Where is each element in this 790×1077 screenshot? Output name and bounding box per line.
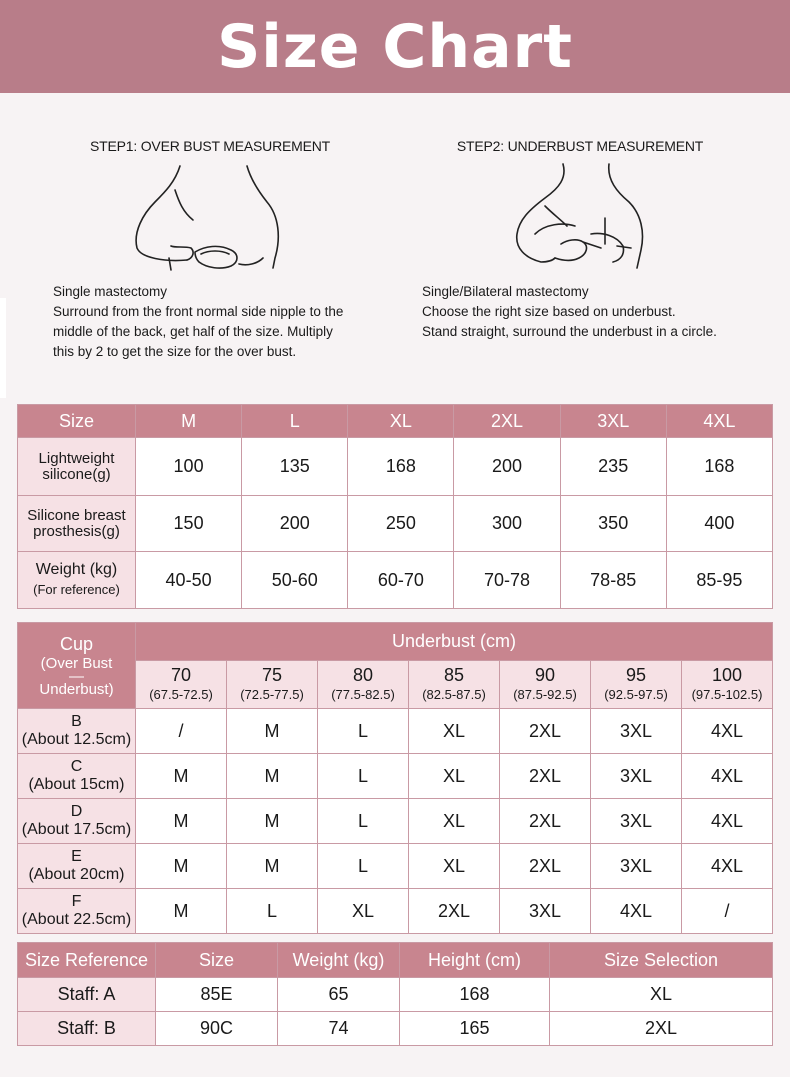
reference-header-cell: Weight (kg): [278, 943, 400, 978]
cup-letter: B: [71, 713, 82, 730]
row-label: [18, 496, 136, 552]
underbust-range: (97.5-102.5): [691, 686, 763, 702]
table-cell: 3XL: [591, 799, 682, 844]
table-row: [18, 552, 773, 609]
step2-title: STEP2: UNDERBUST MEASUREMENT: [456, 138, 704, 154]
table-cell: L: [318, 709, 409, 754]
step1-line: middle of the back, get half of the size. Multiply: [53, 324, 333, 339]
table-cell: M: [136, 889, 227, 934]
underbust-size-cell: [227, 661, 318, 709]
underbust-size-cell: [500, 661, 591, 709]
row-label-line: silicone(g): [42, 465, 111, 483]
cup-label: [18, 709, 136, 754]
cup-letter: D: [70, 803, 83, 820]
table-cell: 250: [348, 496, 454, 552]
table-cell: 2XL: [500, 844, 591, 889]
table-cell: 74: [278, 1012, 400, 1046]
underbust-size: 100: [711, 664, 743, 685]
cup-underbust-table: [17, 622, 773, 934]
cup-header-title: Cup: [59, 633, 94, 654]
step1-line: Single mastectomy: [53, 284, 168, 299]
underbust-size-cell: [682, 661, 773, 709]
table-cell: 200: [454, 438, 560, 496]
table-row: [18, 889, 773, 934]
cup-header-cell: [18, 623, 136, 709]
cup-letter: E: [71, 848, 82, 865]
table-cell: L: [318, 754, 409, 799]
table-cell: M: [227, 754, 318, 799]
table-cell: M: [136, 799, 227, 844]
table-cell: XL: [409, 709, 500, 754]
table-cell: 40-50: [136, 552, 242, 609]
underbust-range: (72.5-77.5): [240, 686, 304, 702]
underbust-figure-icon: [505, 162, 655, 272]
table-row: [18, 754, 773, 799]
underbust-size-cell: [409, 661, 500, 709]
edge-marker: [0, 298, 6, 398]
table-cell: 3XL: [500, 889, 591, 934]
row-label-line: Lightweight: [38, 449, 115, 467]
table-cell: 70-78: [454, 552, 560, 609]
table-cell: 2XL: [500, 799, 591, 844]
cup-label: [18, 754, 136, 799]
table-cell: 90C: [156, 1012, 278, 1046]
table-cell: 2XL: [500, 754, 591, 799]
table-cell: 50-60: [242, 552, 348, 609]
reference-header-cell: Height (cm): [400, 943, 550, 978]
table-row: [18, 844, 773, 889]
size-header-cell: XL: [348, 405, 454, 438]
cup-label: [18, 844, 136, 889]
underbust-size: 75: [261, 664, 283, 685]
size-header-cell: 3XL: [560, 405, 666, 438]
table-cell: 135: [242, 438, 348, 496]
row-label: [18, 552, 136, 609]
table-cell: M: [136, 844, 227, 889]
cup-letter: F: [71, 893, 82, 910]
table-cell: 168: [666, 438, 772, 496]
cup-about: (About 15cm): [28, 776, 125, 793]
table-cell: 350: [560, 496, 666, 552]
table-cell: 100: [136, 438, 242, 496]
table-cell: XL: [409, 844, 500, 889]
table-cell: 300: [454, 496, 560, 552]
staff-label: Staff: A: [18, 978, 156, 1012]
table-row: [18, 709, 773, 754]
step2-section: [400, 138, 760, 272]
underbust-size: 90: [534, 664, 556, 685]
table-cell: 60-70: [348, 552, 454, 609]
row-label-line: (For reference): [33, 582, 120, 597]
table-cell: 4XL: [682, 844, 773, 889]
table-cell: 165: [400, 1012, 550, 1046]
table-cell: XL: [409, 799, 500, 844]
step1-line: this by 2 to get the size for the over bust.: [53, 344, 297, 359]
underbust-range: (77.5-82.5): [331, 686, 395, 702]
step2-line: Single/Bilateral mastectomy: [422, 284, 589, 299]
table-cell: 4XL: [682, 709, 773, 754]
underbust-size-cell: [318, 661, 409, 709]
cup-about: (About 22.5cm): [21, 911, 132, 928]
row-label: [18, 438, 136, 496]
table-cell: 400: [666, 496, 772, 552]
table-cell: 4XL: [591, 889, 682, 934]
size-header-cell: 2XL: [454, 405, 560, 438]
table-cell: 235: [560, 438, 666, 496]
table-cell: L: [227, 889, 318, 934]
reference-header-cell: Size Reference: [18, 943, 156, 978]
cup-header-sub: (Over Bust: [40, 654, 113, 672]
table-cell: 150: [136, 496, 242, 552]
step2-line: Stand straight, surround the underbust in a circle.: [422, 324, 717, 339]
table-row: [18, 496, 773, 552]
table-row: [18, 978, 773, 1012]
cup-header-sub: Underbust): [39, 680, 114, 698]
underbust-range: (82.5-87.5): [422, 686, 486, 702]
table-cell: XL: [550, 978, 773, 1012]
step1-section: [30, 138, 390, 272]
table-cell: 168: [400, 978, 550, 1012]
step1-title: STEP1: OVER BUST MEASUREMENT: [90, 138, 330, 154]
table-cell: 200: [242, 496, 348, 552]
table-cell: 3XL: [591, 844, 682, 889]
table-cell: M: [227, 799, 318, 844]
underbust-range: (87.5-92.5): [513, 686, 577, 702]
table-cell: XL: [409, 754, 500, 799]
table-cell: 3XL: [591, 754, 682, 799]
reference-header-cell: Size Selection: [550, 943, 773, 978]
cup-header-sub: —: [69, 667, 84, 685]
row-label-line: Silicone breast: [27, 506, 126, 524]
table-cell: 2XL: [500, 709, 591, 754]
table-row: [18, 1012, 773, 1046]
row-label-line: prosthesis(g): [33, 522, 120, 540]
cup-about: (About 20cm): [28, 866, 125, 883]
table-row: [18, 438, 773, 496]
table-cell: XL: [318, 889, 409, 934]
table-cell: M: [227, 844, 318, 889]
size-header-cell: L: [242, 405, 348, 438]
underbust-size: 95: [625, 664, 647, 685]
underbust-size-cell: [136, 661, 227, 709]
table-cell: 4XL: [682, 799, 773, 844]
size-header-cell: Size: [18, 405, 136, 438]
underbust-range: (67.5-72.5): [149, 686, 213, 702]
step1-description: [53, 282, 383, 362]
underbust-size: 70: [170, 664, 192, 685]
table-cell: 3XL: [591, 709, 682, 754]
underbust-size: 80: [352, 664, 374, 685]
table-cell: 168: [348, 438, 454, 496]
table-cell: 65: [278, 978, 400, 1012]
table-cell: L: [318, 844, 409, 889]
table-cell: 2XL: [550, 1012, 773, 1046]
underbust-size: 85: [443, 664, 465, 685]
cup-label: [18, 799, 136, 844]
cup-about: (About 12.5cm): [21, 731, 132, 748]
table-cell: L: [318, 799, 409, 844]
size-header-cell: M: [136, 405, 242, 438]
staff-label: Staff: B: [18, 1012, 156, 1046]
table-row: [18, 799, 773, 844]
cup-about: (About 17.5cm): [21, 821, 132, 838]
size-header-cell: 4XL: [666, 405, 772, 438]
underbust-size-cell: [591, 661, 682, 709]
size-weight-table: [17, 404, 773, 609]
cup-label: [18, 889, 136, 934]
underbust-header-cell: Underbust (cm): [136, 623, 773, 661]
table-cell: 2XL: [409, 889, 500, 934]
table-cell: 4XL: [682, 754, 773, 799]
step2-line: Choose the right size based on underbust.: [422, 304, 676, 319]
table-cell: /: [136, 709, 227, 754]
table-cell: M: [136, 754, 227, 799]
cup-letter: C: [70, 758, 83, 775]
table-cell: /: [682, 889, 773, 934]
table-cell: 85-95: [666, 552, 772, 609]
reference-header-cell: Size: [156, 943, 278, 978]
underbust-range: (92.5-97.5): [604, 686, 668, 702]
page-title: Size Chart: [217, 11, 573, 82]
table-cell: 78-85: [560, 552, 666, 609]
over-bust-figure-icon: [135, 162, 285, 272]
step2-description: [422, 282, 762, 342]
step1-line: Surround from the front normal side nipple to the: [53, 304, 344, 319]
row-label-line: Weight (kg): [35, 561, 118, 578]
size-reference-table: [17, 942, 773, 1046]
title-banner: [0, 0, 790, 93]
table-cell: M: [227, 709, 318, 754]
table-cell: 85E: [156, 978, 278, 1012]
